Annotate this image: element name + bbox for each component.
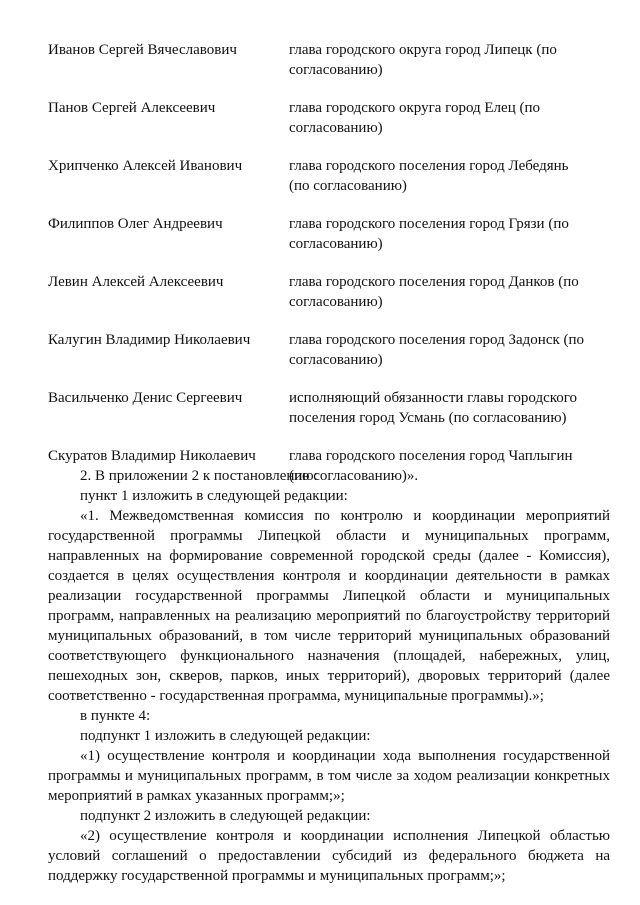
member-name: Левин Алексей Алексеевич [48, 274, 224, 290]
member-role: исполняющий обязанности главы городского поселения город Усмань (по согласованию) [289, 390, 578, 426]
paragraph: «2) осуществление контроля и координации исполнения Липецкой областью условий соглашений о предоставлении субсидий из федерального бюджета на поддержку государственной программы и муниципальных программ;»; [48, 828, 610, 884]
member-name: Скуратов Владимир Николаевич [48, 448, 256, 464]
member-name: Хрипченко Алексей Иванович [48, 158, 243, 174]
member-role: глава городского поселения город Данков (по согласованию) [289, 274, 579, 310]
paragraph: подпункт 2 изложить в следующей редакции: [80, 808, 371, 824]
member-name: Панов Сергей Алексеевич [48, 100, 216, 116]
paragraph: подпункт 1 изложить в следующей редакции: [80, 728, 371, 744]
member-name: Иванов Сергей Вячеславович [48, 42, 237, 58]
member-name: Васильченко Денис Сергеевич [48, 390, 243, 406]
commission-members-list [48, 40, 588, 504]
paragraph: «1) осуществление контроля и координации хода выполнения государственной программы и муниципальных программ, в том числе за ходом реализации конкретных мероприятий в рамках указанных программ;»; [48, 748, 610, 804]
member-role: глава городского поселения город Задонск (по согласованию) [289, 332, 585, 368]
paragraph: в пункте 4: [80, 708, 151, 724]
member-role: глава городского округа город Елец (по согласованию) [289, 100, 541, 136]
member-role: глава городского поселения город Чаплыгин (по согласованию)». [289, 448, 573, 484]
member-row [48, 330, 588, 370]
member-row [48, 98, 588, 138]
member-role: глава городского поселения город Грязи (по согласованию) [289, 216, 569, 252]
paragraph: «1. Межведомственная комиссия по контролю и координации мероприятий государственной программы Липецкой области и муниципальных программ, направленных на формирование современной городской среды (далее - Комиссия), создается в целях осуществления контроля и координации деятельности в рамках реализации государственной программы Липецкой области и муниципальных программ, направленных на реализацию мероприятий по благоустройству территорий муниципальных образований, в том числе территорий муниципальных образований соответствующего функционального назначения (площадей, набережных, улиц, пешеходных зон, скверов, парков, иных территорий), дворовых территорий (далее соответственно - государственная программа, муниципальные программы).»; [48, 508, 610, 704]
member-row [48, 388, 588, 428]
amendments-text [48, 466, 610, 886]
member-name: Филиппов Олег Андреевич [48, 216, 223, 232]
paragraph: пункт 1 изложить в следующей редакции: [80, 488, 348, 504]
member-row [48, 214, 588, 254]
member-row [48, 272, 588, 312]
paragraph: 2. В приложении 2 к постановлению: [80, 468, 318, 484]
member-row [48, 156, 588, 196]
member-row [48, 40, 588, 80]
member-role: глава городского поселения город Лебедянь (по согласованию) [289, 158, 569, 194]
member-name: Калугин Владимир Николаевич [48, 332, 251, 348]
member-role: глава городского округа город Липецк (по согласованию) [289, 42, 557, 78]
